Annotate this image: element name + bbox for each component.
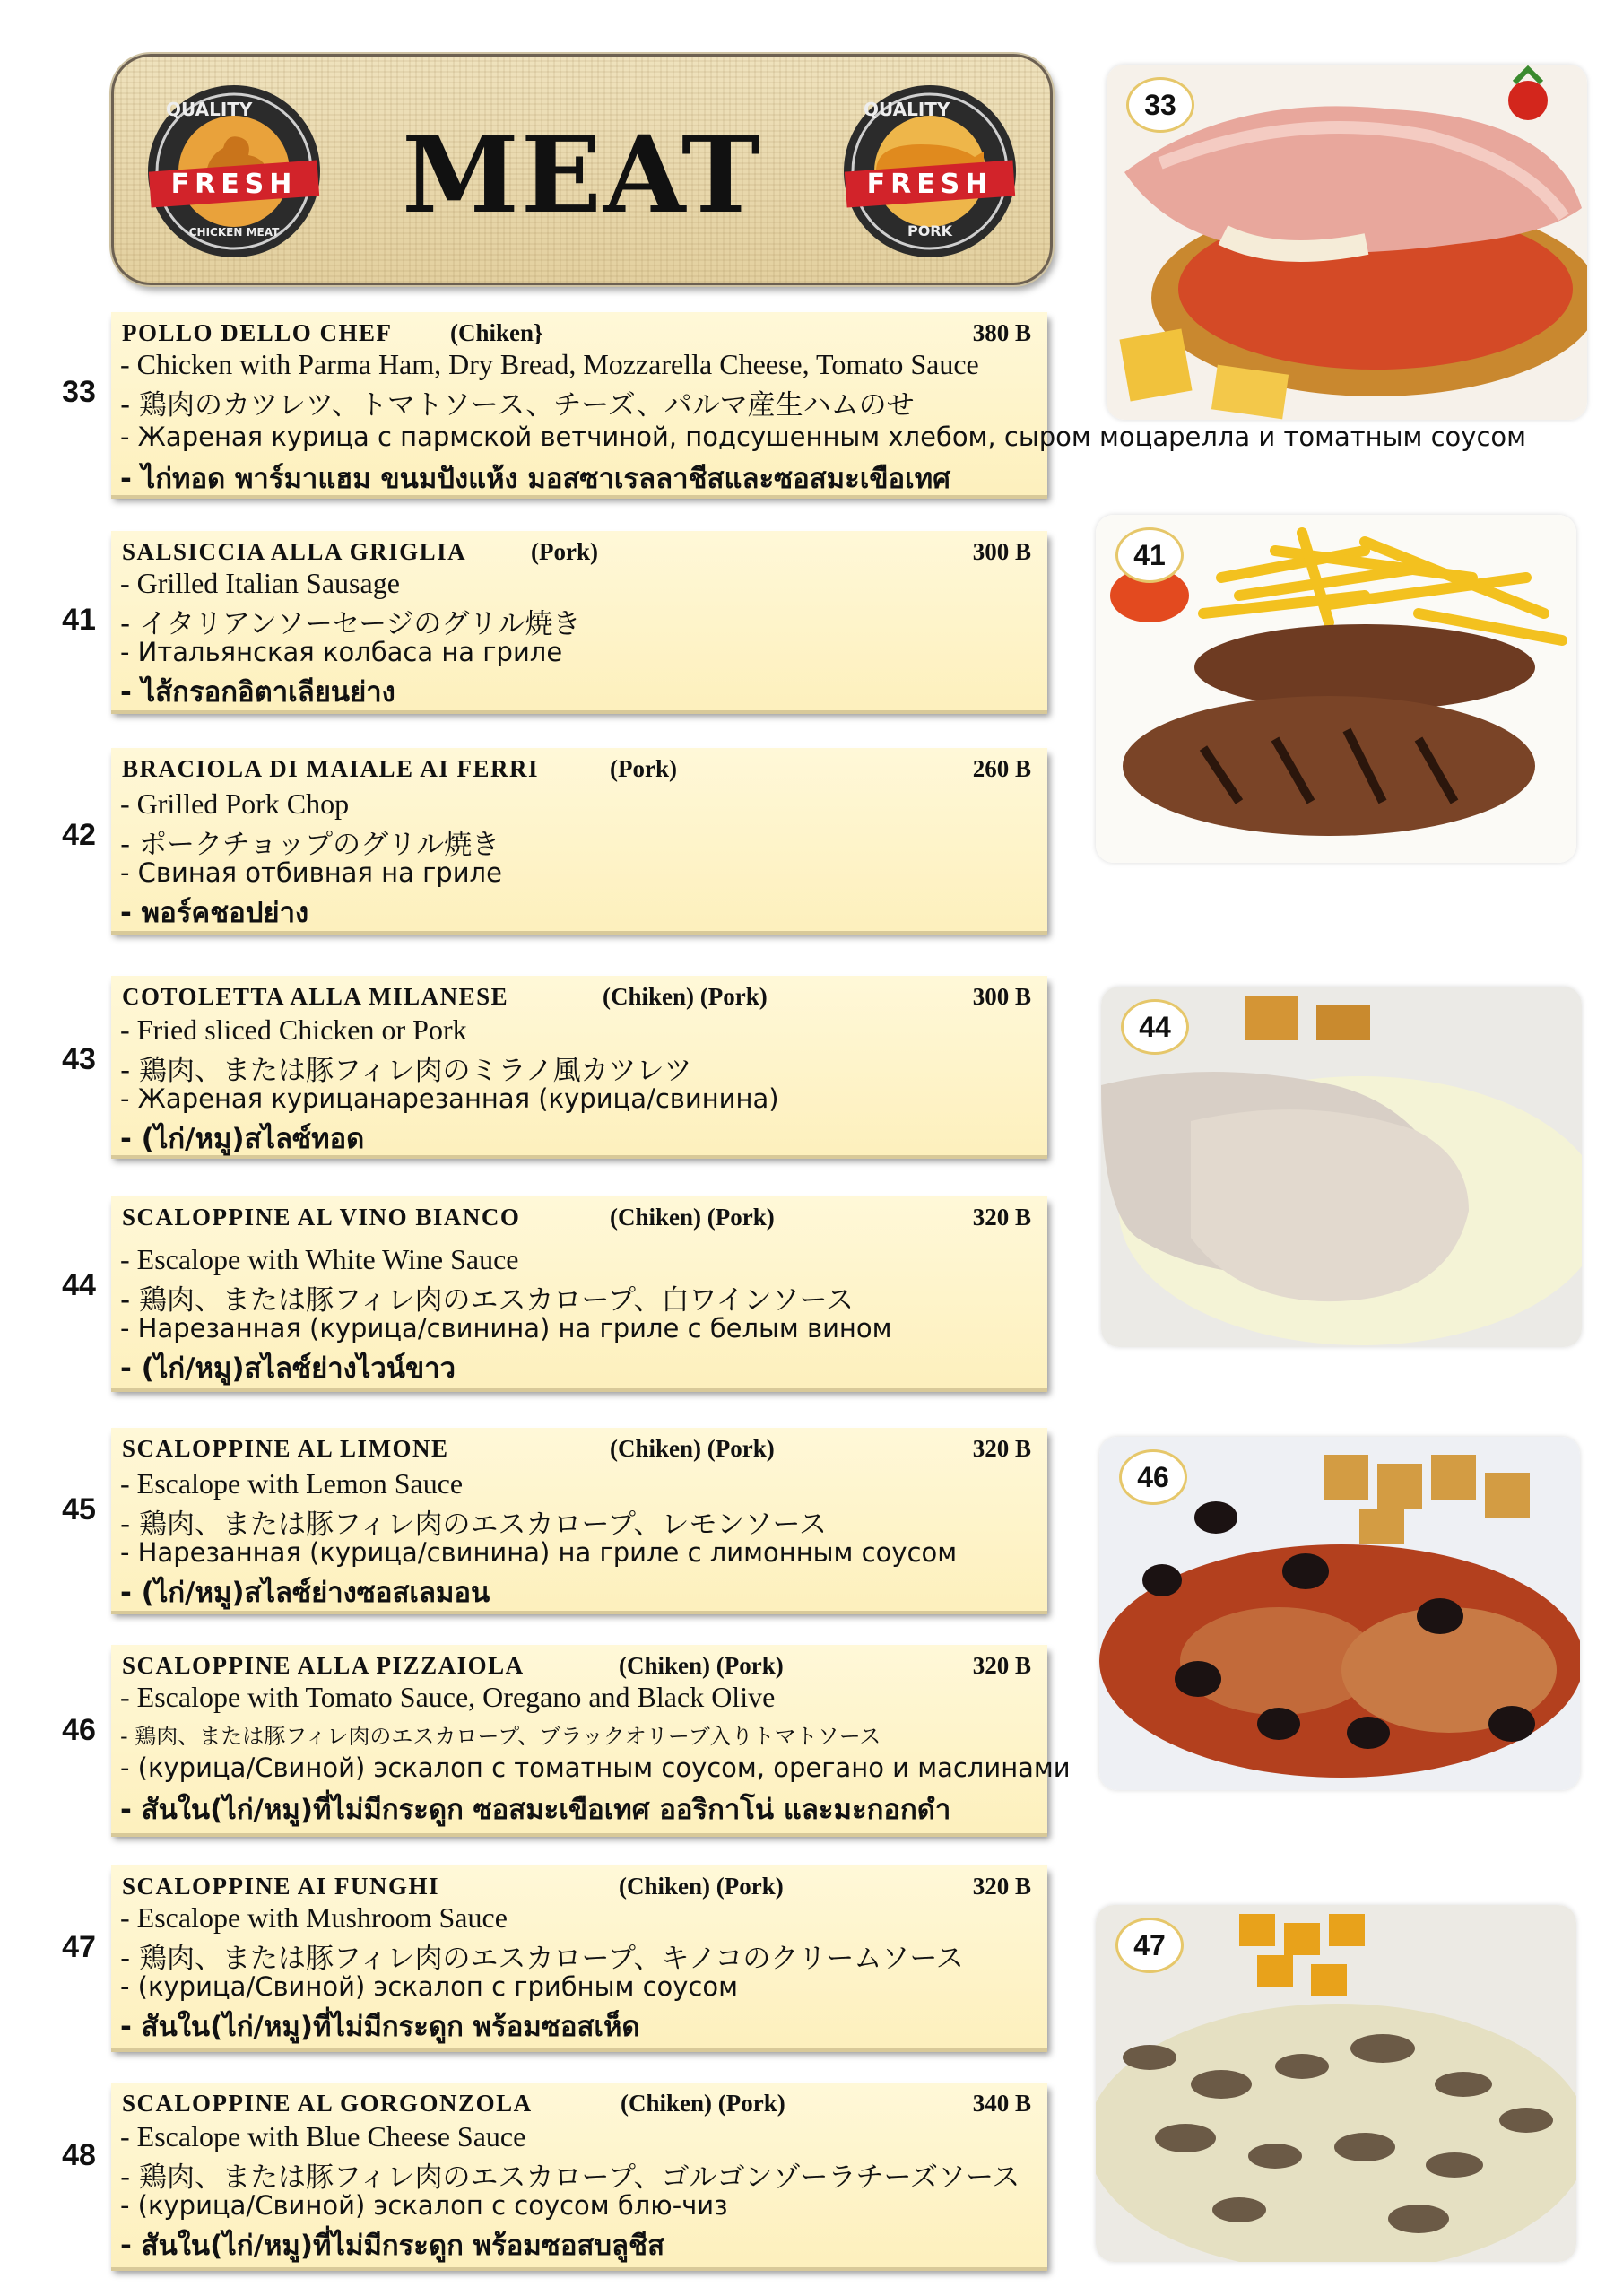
item-desc-ru: - Свиная отбивная на гриле <box>120 857 502 888</box>
item-name: SCALOPPINE AL GORGONZOLA <box>122 2090 533 2117</box>
item-desc-th: - พอร์คชอปย่าง <box>120 897 309 929</box>
item-name: SCALOPPINE AI FUNGHI <box>122 1873 440 1900</box>
item-price: 320 B <box>972 1204 1031 1231</box>
item-meat-type: (Chiken) (Pork) <box>619 1652 784 1679</box>
item-desc-ru: - Итальянская колбаса на гриле <box>120 637 563 667</box>
item-desc-jp: - 鶏肉、または豚フィレ肉のエスカロープ、ゴルゴンゾーラチーズソース <box>120 2161 1020 2194</box>
item-price: 260 B <box>972 755 1031 782</box>
item-desc-en: - Escalope with Tomato Sauce, Oregano and Black Olive <box>120 1681 776 1713</box>
item-number: 43 <box>62 1042 96 1076</box>
item-desc-th: - ไส้กรอกอิตาเลียนย่าง <box>120 676 395 709</box>
item-desc-ru: - (курица/Свиной) эскалоп с грибным соусом <box>120 1971 738 2002</box>
item-desc-ru: - (курица/Свиной) эскалоп с соусом блю-чиз <box>120 2190 728 2221</box>
item-desc-en: - Chicken with Parma Ham, Dry Bread, Mozzarella Cheese, Tomato Sauce <box>120 348 979 380</box>
item-name: COTOLETTA ALLA MILANESE <box>122 983 509 1010</box>
page-title: MEAT <box>402 112 762 237</box>
menu-item-46 <box>111 1645 1071 1833</box>
svg-text:CHICKEN MEAT: CHICKEN MEAT <box>188 226 280 239</box>
svg-text:QUALITY: QUALITY <box>166 99 253 120</box>
item-number: 41 <box>62 603 96 637</box>
item-desc-en: - Escalope with Lemon Sauce <box>120 1467 464 1500</box>
item-price: 320 B <box>972 1652 1031 1679</box>
item-desc-jp: - イタリアンソーセージのグリル焼き <box>120 608 581 640</box>
item-name: SCALOPPINE AL LIMONE <box>122 1435 449 1462</box>
svg-text:PORK: PORK <box>907 222 953 239</box>
item-desc-th: - สันใน(ไก่/หมู)ที่ไม่มีกระดูก พร้อมซอสบลูชีส <box>120 2230 664 2262</box>
item-name: SALSICCIA ALLA GRIGLIA <box>122 538 467 565</box>
item-desc-ru: - (курица/Свиной) эскалоп с томатным соусом, орегано и маслинами <box>120 1752 1071 1783</box>
item-desc-en: - Escalope with Mushroom Sauce <box>120 1901 508 1934</box>
item-meat-type: (Chiken) (Pork) <box>610 1204 775 1231</box>
grilled-sausage-fries-photo <box>1096 515 1576 863</box>
menu-item-41 <box>111 531 1047 710</box>
item-number: 46 <box>62 1713 96 1747</box>
item-desc-th: - สันใน(ไก่/หมู)ที่ไม่มีกระดูก พร้อมซอสเห็ด <box>120 2011 640 2043</box>
escalope-pizzaiola-photo <box>1099 1437 1580 1790</box>
photo-number-badge: 41 <box>1115 527 1184 583</box>
chicken-parma-ham-photo <box>1107 65 1587 420</box>
item-meat-type: (Chiken) (Pork) <box>619 1873 784 1900</box>
item-number: 44 <box>62 1268 96 1302</box>
item-meat-type: (Chiken} <box>450 319 543 346</box>
item-desc-en: - Escalope with White Wine Sauce <box>120 1243 519 1275</box>
item-number: 47 <box>62 1930 96 1964</box>
item-number: 45 <box>62 1492 96 1526</box>
item-meat-type: (Chiken) (Pork) <box>603 983 768 1010</box>
photo-number-badge: 33 <box>1126 77 1194 133</box>
item-price: 380 B <box>972 319 1031 346</box>
svg-text:QUALITY: QUALITY <box>864 99 950 120</box>
item-desc-jp: - 鶏肉、または豚フィレ肉のエスカロープ、キノコのクリームソース <box>120 1943 964 1975</box>
item-desc-en: - Escalope with Blue Cheese Sauce <box>120 2120 526 2152</box>
item-price: 300 B <box>972 983 1031 1010</box>
item-desc-ru: - Жареная курица с пармской ветчиной, подсушенным хлебом, сыром моцарелла и томатным соусом <box>120 422 1527 452</box>
item-price: 340 B <box>972 2090 1031 2117</box>
menu-item-33 <box>111 312 1527 495</box>
header-banner <box>111 54 1053 285</box>
item-desc-th: - (ไก่/หมู)สไลซ์ย่างไวน์ขาว <box>120 1352 456 1385</box>
escalope-white-wine-photo <box>1101 987 1582 1347</box>
item-desc-jp: - ポークチョップのグリル焼き <box>120 829 500 861</box>
item-meat-type: (Pork) <box>610 755 677 782</box>
item-desc-jp: - 鶏肉、または豚フィレ肉のミラノ風カツレツ <box>120 1055 692 1087</box>
photo-number-badge: 47 <box>1115 1918 1184 1973</box>
photo-number-badge: 46 <box>1119 1449 1187 1505</box>
menu-item-43 <box>111 976 1047 1155</box>
menu-item-48 <box>111 2083 1047 2267</box>
item-desc-th: - (ไก่/หมู)สไลซ์ย่างซอสเลมอน <box>120 1577 490 1609</box>
item-desc-th: - สันใน(ไก่/หมู)ที่ไม่มีกระดูก ซอสมะเขือเทศ ออริกาโน่ และมะกอกดำ <box>120 1794 951 1826</box>
item-desc-en: - Grilled Pork Chop <box>120 787 350 820</box>
item-meat-type: (Chiken) (Pork) <box>610 1435 775 1462</box>
menu-item-42 <box>111 748 1047 931</box>
item-price: 320 B <box>972 1435 1031 1462</box>
item-desc-th: - ไก่ทอด พาร์มาแฮม ขนมปังแห้ง มอสซาเรลลาชีสและซอสมะเขือเทศ <box>120 463 950 495</box>
item-name: BRACIOLA DI MAIALE AI FERRI <box>122 755 540 782</box>
item-number: 33 <box>62 375 96 409</box>
svg-text:FRESH: FRESH <box>866 169 994 200</box>
item-desc-th: - (ไก่/หมู)สไลซ์ทอด <box>120 1123 365 1155</box>
item-number: 42 <box>62 818 96 852</box>
item-price: 320 B <box>972 1873 1031 1900</box>
item-number: 48 <box>62 2138 96 2172</box>
item-desc-jp: - 鶏肉、または豚フィレ肉のエスカロープ、レモンソース <box>120 1509 827 1541</box>
item-desc-jp: - 鶏肉、または豚フィレ肉のエスカロープ、白ワインソース <box>120 1284 855 1317</box>
item-desc-jp: - 鶏肉、または豚フィレ肉のエスカロープ、ブラックオリーブ入りトマトソース <box>120 1724 881 1749</box>
menu-item-47 <box>111 1866 1047 2048</box>
photo-number-badge: 44 <box>1121 999 1189 1055</box>
menu-item-45 <box>111 1428 1047 1611</box>
item-desc-en: - Fried sliced Chicken or Pork <box>120 1013 467 1046</box>
menu-item-44 <box>111 1196 1047 1388</box>
svg-text:FRESH: FRESH <box>170 169 298 200</box>
item-name: SCALOPPINE AL VINO BIANCO <box>122 1204 521 1231</box>
item-desc-en: - Grilled Italian Sausage <box>120 567 400 599</box>
item-desc-ru: - Жареная курицанарезанная (курица/свинина) <box>120 1083 779 1114</box>
item-name: SCALOPPINE ALLA PIZZAIOLA <box>122 1652 525 1679</box>
item-price: 300 B <box>972 538 1031 565</box>
item-meat-type: (Chiken) (Pork) <box>621 2090 785 2117</box>
item-desc-jp: - 鶏肉のカツレツ、トマトソース、チーズ、パルマ産生ハムのせ <box>120 389 915 422</box>
escalope-mushroom-photo <box>1096 1905 1576 2262</box>
item-name: POLLO DELLO CHEF <box>122 319 393 346</box>
fresh-pork-badge-icon <box>840 82 1020 261</box>
item-meat-type: (Pork) <box>531 538 598 565</box>
item-desc-ru: - Нарезанная (курица/свинина) на гриле с белым вином <box>120 1313 892 1344</box>
item-desc-ru: - Нарезанная (курица/свинина) на гриле с лимонным соусом <box>120 1537 958 1568</box>
